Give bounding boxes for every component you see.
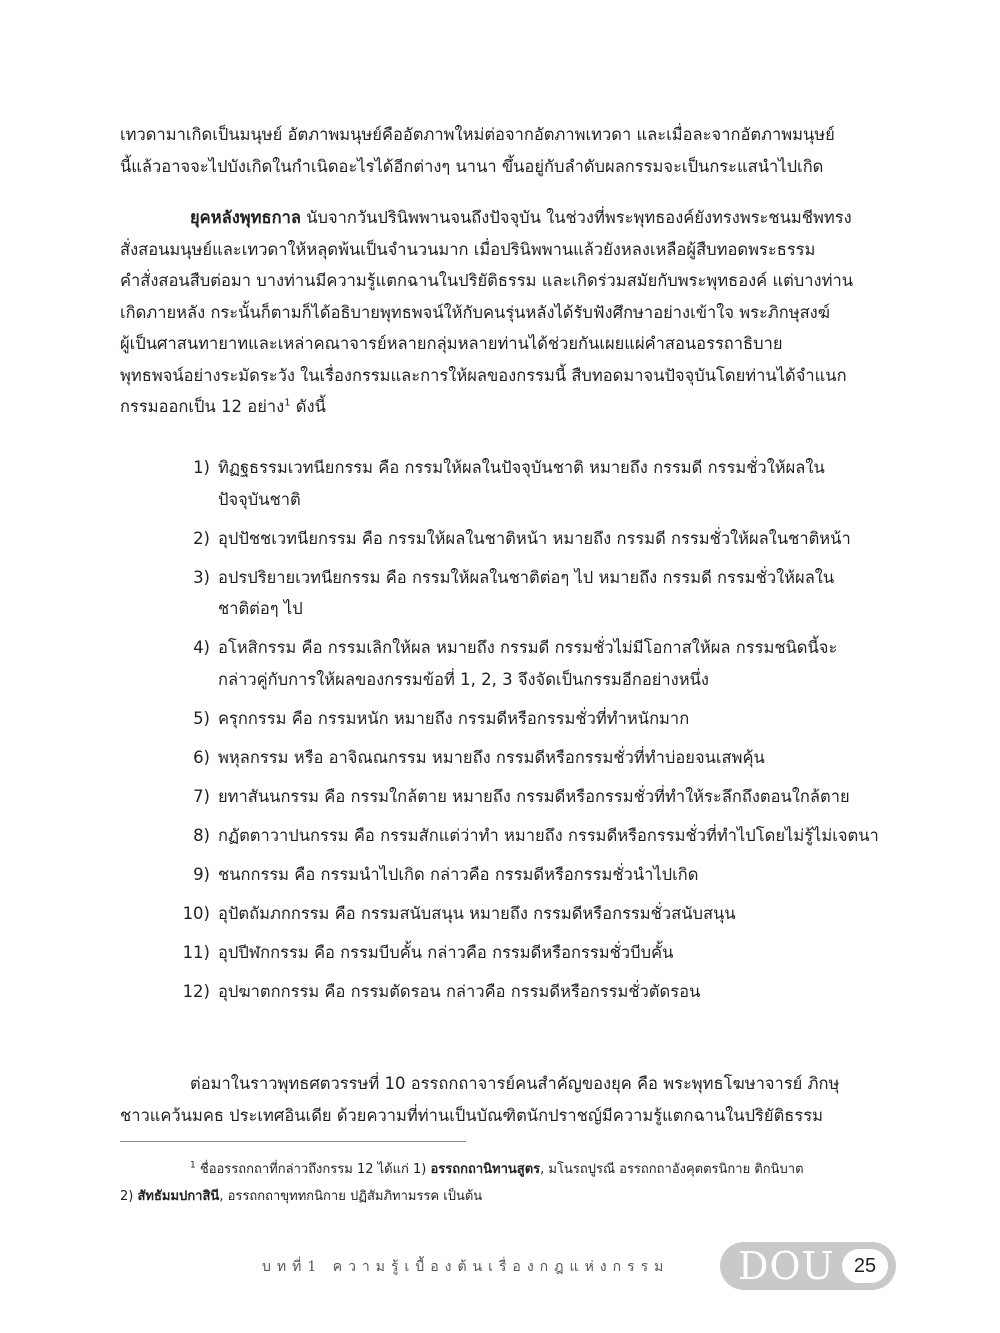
list-number: 10) [182,903,210,923]
list-text: พหุลกรรม หรือ อาจิณณกรรม หมายถึง กรรมดีหรือกรรมชั่วที่ทำบ่อยจนเสพคุ้น [218,747,765,767]
footnote [120,1156,896,1210]
list-item [180,781,896,813]
list-text: อปรปริยายเวทนียกรรม คือ กรรมให้ผลในชาติต่อๆ ไป หมายถึง กรรมดี กรรมชั่วให้ผลใน [218,567,835,587]
footnote-line [120,1156,896,1183]
list-text: กล่าวคู่กับการให้ผลของกรรมข้อที่ 1, 2, 3 จึงจัดเป็นกรรมอีกอย่างหนึ่ง [218,669,709,689]
list-item [180,742,896,774]
list-text: อโหสิกรรม คือ กรรมเลิกให้ผล หมายถึง กรรมดี กรรมชั่วไม่มีโอกาสให้ผล กรรมชนิดนี้จะ [218,638,838,657]
paragraph-line: สั่งสอนมนุษย์และเทวดาให้หลุดพ้นเป็นจำนวนมาก เมื่อปรินิพพานแล้วยังหลงเหลือผู้สืบทอดพระธรรม [120,239,816,259]
paragraph-line [120,391,896,423]
paragraph-line: พุทธพจน์อย่างระมัดระวัง ในเรื่องกรรมและการให้ผลของกรรมนี้ สืบทอดมาจนปัจจุบันโดยท่านได้จำแนก [120,365,847,385]
list-item [180,976,896,1008]
paragraph-line: เทวดามาเกิดเป็นมนุษย์ อัตภาพมนุษย์คืออัตภาพใหม่ต่อจากอัตภาพเทวดา และเมื่อละจากอัตภาพมนุษย์ [120,125,835,144]
list-item [180,820,896,852]
footnote-text: , อรรถกถาขุททกนิกาย ปฏิสัมภิทามรรค เป็นต้น [219,1189,483,1204]
list-text: กฏัตตาวาปนกรรม คือ กรรมสักแต่ว่าทำ หมายถึง กรรมดีหรือกรรมชั่วที่ทำไปโดยไม่รู้ไม่เจตนา [218,825,879,845]
list-number: 9) [193,864,210,884]
footnote-title-1: อรรถกถานิทานสูตร [430,1162,541,1177]
running-head: บทที่1 ความรู้เบื้องต้นเรื่องกฎแห่งกรรม [262,1259,670,1275]
footnote-line [120,1183,896,1210]
list-number: 5) [193,708,210,728]
list-item [180,937,896,969]
footnote-title-2: สัทธัมมปกาสินี [137,1189,220,1204]
footnote-text: 2) [120,1189,138,1204]
list-text: ยทาสันนกรรม คือ กรรมใกล้ตาย หมายถึง กรรมดีหรือกรรมชั่วที่ทำให้ระลึกถึงตอนใกล้ตาย [218,786,850,806]
list-number: 6) [193,747,210,767]
list-item [180,703,896,735]
footnote-divider [120,1141,466,1142]
kamma-list [180,452,896,1015]
list-number: 8) [193,825,210,845]
list-item [180,562,896,625]
list-text: ชาติต่อๆ ไป [218,599,303,618]
footnote-text: , มโนรถปูรณี อรรถกถาอังคุตตรนิกาย ติกนิบาต [540,1162,804,1177]
dou-logo: DOU [738,1244,835,1288]
footnote-marker: 1 [190,1160,196,1171]
list-text: อุปปัชชเวทนียกรรม คือ กรรมให้ผลในชาติหน้า หมายถึง กรรมดี กรรมชั่วให้ผลในชาติหน้า [218,528,851,548]
paragraph-text: นับจากวันปรินิพพานจนถึงปัจจุบัน ในช่วงที่พระพุทธองค์ยังทรงพระชนมชีพทรง [300,208,852,227]
paragraph-line: ชาวแคว้นมคธ ประเทศอินเดีย ด้วยความที่ท่านเป็นบัณฑิตนักปราชญ์มีความรู้แตกฉานในปริยัติธรรม [120,1105,823,1125]
list-number: 4) [193,638,210,657]
page-number: 25 [842,1249,888,1283]
paragraph-line: ต่อมาในราวพุทธศตวรรษที่ 10 อรรถกถาจารย์คนสำคัญของยุค คือ พระพุทธโฆษาจารย์ ภิกษุ [190,1074,840,1093]
term-post-buddha-era: ยุคหลังพุทธกาล [190,208,301,227]
list-number: 7) [193,786,210,806]
list-text: ชนกกรรม คือ กรรมนำไปเกิด กล่าวคือ กรรมดีหรือกรรมชั่วนำไปเกิด [218,864,699,884]
list-number: 1) [193,458,210,477]
paragraph-text: ดังนี้ [290,397,326,416]
paragraph-line: เกิดภายหลัง กระนั้นก็ตามก็ได้อธิบายพุทธพจน์ให้กับคนรุ่นหลังได้รับฟังศึกษาอย่างเข้าใจ พระภิกษุสงฆ์ [120,302,830,322]
list-item [180,452,896,515]
list-text: ปัจจุบันชาติ [218,489,301,509]
list-text: อุปฆาตกกรรม คือ กรรมตัดรอน กล่าวคือ กรรมดีหรือกรรมชั่วตัดรอน [218,981,701,1001]
list-item [180,523,896,555]
list-number: 2) [193,528,210,548]
list-text: อุปัตถัมภกกรรม คือ กรรมสนับสนุน หมายถึง กรรมดีหรือกรรมชั่วสนับสนุน [218,903,736,923]
list-text: ทิฏฐธรรมเวทนียกรรม คือ กรรมให้ผลในปัจจุบันชาติ หมายถึง กรรมดี กรรมชั่วให้ผลใน [218,458,825,477]
footnote-text: ชื่ออรรถกถาที่กล่าวถึงกรรม 12 ได้แก่ 1) [195,1162,431,1177]
paragraph-line [120,202,896,234]
paragraph-line: นี้แล้วอาจจะไปบังเกิดในกำเนิดอะไรได้อีกต่างๆ นานา ขึ้นอยู่กับลำดับผลกรรมจะเป็นกระแสนำไปเกิด [120,156,824,176]
paragraph-post-buddha-era [120,202,896,423]
list-item [180,632,896,695]
paragraph-line: ผู้เป็นศาสนทายาทและเหล่าคณาจารย์หลายกลุ่มหลายท่านได้ช่วยกันเผยแผ่คำสอนอรรถาธิบาย [120,334,783,353]
list-item [180,859,896,891]
list-number: 12) [182,981,210,1001]
list-text: อุปปีฬกกรรม คือ กรรมบีบคั้น กล่าวคือ กรรมดีหรือกรรมชั่วบีบคั้น [218,942,674,962]
list-number: 3) [193,567,210,587]
paragraph-buddhaghosa [120,1068,896,1131]
publisher-badge [720,1242,896,1290]
paragraph-line: คำสั่งสอนสืบต่อมา บางท่านมีความรู้แตกฉานในปริยัติธรรม และเกิดร่วมสมัยกับพระพุทธองค์ แต่บางท่าน [120,271,854,290]
list-number: 11) [182,942,210,962]
paragraph-continuation [120,119,896,182]
list-item [180,898,896,930]
paragraph-text: กรรมออกเป็น 12 อย่าง [120,397,285,416]
footnote-reference[interactable]: 1 [284,397,291,409]
list-text: ครุกกรรม คือ กรรมหนัก หมายถึง กรรมดีหรือกรรมชั่วที่ทำหนักมาก [218,708,690,728]
